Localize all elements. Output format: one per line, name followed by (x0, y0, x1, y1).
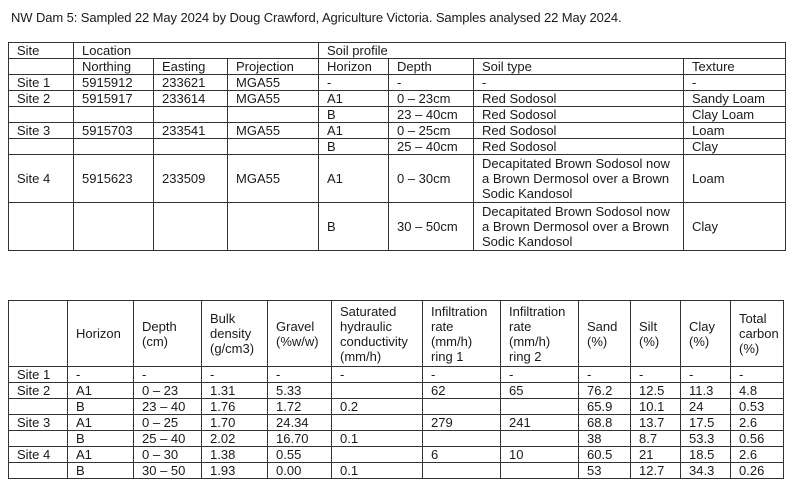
cell-horizon: A1 (319, 123, 389, 139)
cell-depth: 0 – 25 (134, 415, 202, 431)
cell-total-carbon: 2.6 (731, 447, 784, 463)
cell-sat-hydraulic-conductivity: 0.2 (332, 399, 423, 415)
site-table-row (9, 155, 786, 203)
header-site: Site (9, 43, 74, 59)
header-blank (9, 59, 74, 75)
cell-soil-type: Red Sodosol (474, 107, 684, 123)
analysis-table-row (9, 463, 784, 479)
header-infiltration-ring-2: Infiltration rate (mm/h) ring 2 (501, 301, 579, 367)
cell-site: Site 2 (9, 91, 74, 107)
cell-infiltration-ring-2 (501, 463, 579, 479)
cell-projection: MGA55 (228, 75, 319, 91)
cell-infiltration-ring-1: - (423, 367, 501, 383)
cell-infiltration-ring-2 (501, 431, 579, 447)
cell-gravel: 24.34 (268, 415, 332, 431)
cell-site: Site 4 (9, 155, 74, 203)
cell-bulk-density: 2.02 (202, 431, 268, 447)
header-depth: Depth (389, 59, 474, 75)
cell-silt: 13.7 (631, 415, 681, 431)
analysis-table-row (9, 399, 784, 415)
header-total-carbon: Total carbon (%) (731, 301, 784, 367)
cell-silt: 8.7 (631, 431, 681, 447)
cell-depth: 23 – 40 (134, 399, 202, 415)
cell-bulk-density: 1.38 (202, 447, 268, 463)
cell-depth: 0 – 25cm (389, 123, 474, 139)
cell-infiltration-ring-1 (423, 463, 501, 479)
cell-clay: 11.3 (681, 383, 731, 399)
cell-northing: 5915703 (74, 123, 154, 139)
group-header-row (9, 43, 786, 59)
cell-total-carbon: 0.53 (731, 399, 784, 415)
cell-total-carbon: 0.56 (731, 431, 784, 447)
cell-depth: 0 – 23 (134, 383, 202, 399)
cell-horizon: B (319, 203, 389, 251)
cell-easting: 233621 (154, 75, 228, 91)
cell-horizon: - (319, 75, 389, 91)
cell-clay: - (681, 367, 731, 383)
cell-horizon: B (68, 431, 134, 447)
cell-site: Site 4 (9, 447, 68, 463)
cell-soil-type: Red Sodosol (474, 139, 684, 155)
header-site (9, 301, 68, 367)
cell-sand: 68.8 (579, 415, 631, 431)
cell-infiltration-ring-1: 62 (423, 383, 501, 399)
cell-silt: 12.5 (631, 383, 681, 399)
cell-sat-hydraulic-conductivity (332, 383, 423, 399)
cell-total-carbon: - (731, 367, 784, 383)
cell-site (9, 399, 68, 415)
header-projection: Projection (228, 59, 319, 75)
cell-sand: 65.9 (579, 399, 631, 415)
analysis-table-row (9, 415, 784, 431)
cell-easting (154, 107, 228, 123)
cell-infiltration-ring-1 (423, 399, 501, 415)
cell-horizon: A1 (68, 415, 134, 431)
cell-horizon: A1 (319, 155, 389, 203)
cell-sand: 76.2 (579, 383, 631, 399)
cell-northing: 5915912 (74, 75, 154, 91)
cell-clay: 17.5 (681, 415, 731, 431)
cell-soil-type: Decapitated Brown Sodosol now a Brown Dermosol over a Brown Sodic Kandosol (474, 155, 684, 203)
cell-horizon: B (68, 399, 134, 415)
cell-site: Site 3 (9, 415, 68, 431)
cell-total-carbon: 4.8 (731, 383, 784, 399)
header-bulk-density: Bulk density (g/cm3) (202, 301, 268, 367)
cell-texture: Loam (684, 155, 786, 203)
cell-depth: 25 – 40cm (389, 139, 474, 155)
cell-texture: - (684, 75, 786, 91)
cell-gravel: 0.00 (268, 463, 332, 479)
cell-bulk-density: 1.31 (202, 383, 268, 399)
cell-projection: MGA55 (228, 91, 319, 107)
cell-sat-hydraulic-conductivity (332, 447, 423, 463)
cell-depth: 0 – 30cm (389, 155, 474, 203)
header-easting: Easting (154, 59, 228, 75)
cell-sand: 53 (579, 463, 631, 479)
cell-projection (228, 203, 319, 251)
cell-northing: 5915623 (74, 155, 154, 203)
cell-sand: 60.5 (579, 447, 631, 463)
page-caption: NW Dam 5: Sampled 22 May 2024 by Doug Crawford, Agriculture Victoria. Samples analysed 22 May 2024. (11, 10, 622, 25)
site-table-row (9, 123, 786, 139)
header-sand: Sand (%) (579, 301, 631, 367)
cell-northing (74, 107, 154, 123)
cell-bulk-density: 1.93 (202, 463, 268, 479)
header-northing: Northing (74, 59, 154, 75)
cell-bulk-density: 1.76 (202, 399, 268, 415)
cell-projection (228, 107, 319, 123)
cell-site: Site 1 (9, 75, 74, 91)
cell-bulk-density: 1.70 (202, 415, 268, 431)
sub-header-row (9, 59, 786, 75)
cell-depth: 30 – 50cm (389, 203, 474, 251)
cell-clay: 53.3 (681, 431, 731, 447)
site-table-row (9, 139, 786, 155)
cell-silt: 12.7 (631, 463, 681, 479)
header-soil-type: Soil type (474, 59, 684, 75)
cell-sat-hydraulic-conductivity: 0.1 (332, 463, 423, 479)
cell-infiltration-ring-1 (423, 431, 501, 447)
cell-easting: 233614 (154, 91, 228, 107)
cell-soil-type: - (474, 75, 684, 91)
cell-clay: 34.3 (681, 463, 731, 479)
cell-soil-type: Decapitated Brown Sodosol now a Brown Dermosol over a Brown Sodic Kandosol (474, 203, 684, 251)
cell-depth: 23 – 40cm (389, 107, 474, 123)
cell-silt: - (631, 367, 681, 383)
analysis-table-row (9, 367, 784, 383)
site-location-table (8, 42, 786, 251)
cell-horizon: A1 (319, 91, 389, 107)
header-infiltration-ring-1: Infiltration rate (mm/h) ring 1 (423, 301, 501, 367)
analysis-header-row (9, 301, 784, 367)
analysis-table-row (9, 383, 784, 399)
cell-silt: 10.1 (631, 399, 681, 415)
cell-sat-hydraulic-conductivity (332, 415, 423, 431)
cell-site (9, 463, 68, 479)
cell-texture: Clay (684, 203, 786, 251)
site-table-row (9, 91, 786, 107)
site-table-row (9, 107, 786, 123)
cell-horizon: A1 (68, 383, 134, 399)
cell-depth: 0 – 23cm (389, 91, 474, 107)
analysis-table-row (9, 447, 784, 463)
cell-texture: Loam (684, 123, 786, 139)
cell-infiltration-ring-2 (501, 399, 579, 415)
header-horizon: Horizon (68, 301, 134, 367)
cell-depth: 25 – 40 (134, 431, 202, 447)
cell-infiltration-ring-2: 65 (501, 383, 579, 399)
analysis-table-row (9, 431, 784, 447)
cell-horizon: - (68, 367, 134, 383)
cell-site (9, 107, 74, 123)
cell-site: Site 2 (9, 383, 68, 399)
cell-projection: MGA55 (228, 123, 319, 139)
cell-infiltration-ring-2: 241 (501, 415, 579, 431)
cell-clay: 24 (681, 399, 731, 415)
cell-horizon: B (319, 139, 389, 155)
cell-projection: MGA55 (228, 155, 319, 203)
cell-site (9, 431, 68, 447)
cell-easting (154, 203, 228, 251)
cell-depth: - (389, 75, 474, 91)
cell-clay: 18.5 (681, 447, 731, 463)
cell-site (9, 203, 74, 251)
site-table-row (9, 75, 786, 91)
cell-gravel: 0.55 (268, 447, 332, 463)
cell-infiltration-ring-2: - (501, 367, 579, 383)
cell-easting: 233509 (154, 155, 228, 203)
cell-infiltration-ring-1: 6 (423, 447, 501, 463)
header-horizon: Horizon (319, 59, 389, 75)
site-table-row (9, 203, 786, 251)
cell-total-carbon: 0.26 (731, 463, 784, 479)
cell-easting (154, 139, 228, 155)
header-depth: Depth (cm) (134, 301, 202, 367)
cell-soil-type: Red Sodosol (474, 91, 684, 107)
cell-depth: 30 – 50 (134, 463, 202, 479)
cell-horizon: B (68, 463, 134, 479)
cell-site: Site 1 (9, 367, 68, 383)
cell-infiltration-ring-2: 10 (501, 447, 579, 463)
header-sat-hydraulic-conductivity: Saturated hydraulic conductivity (mm/h) (332, 301, 423, 367)
cell-horizon: B (319, 107, 389, 123)
header-silt: Silt (%) (631, 301, 681, 367)
cell-northing (74, 203, 154, 251)
cell-silt: 21 (631, 447, 681, 463)
cell-sand: 38 (579, 431, 631, 447)
cell-texture: Sandy Loam (684, 91, 786, 107)
header-clay: Clay (%) (681, 301, 731, 367)
cell-infiltration-ring-1: 279 (423, 415, 501, 431)
cell-northing: 5915917 (74, 91, 154, 107)
cell-soil-type: Red Sodosol (474, 123, 684, 139)
cell-horizon: A1 (68, 447, 134, 463)
cell-gravel: - (268, 367, 332, 383)
cell-texture: Clay (684, 139, 786, 155)
cell-texture: Clay Loam (684, 107, 786, 123)
cell-gravel: 1.72 (268, 399, 332, 415)
cell-site: Site 3 (9, 123, 74, 139)
cell-sat-hydraulic-conductivity: - (332, 367, 423, 383)
header-soil-profile: Soil profile (319, 43, 786, 59)
cell-depth: - (134, 367, 202, 383)
soil-analysis-table (8, 300, 784, 479)
cell-northing (74, 139, 154, 155)
cell-site (9, 139, 74, 155)
cell-gravel: 5.33 (268, 383, 332, 399)
cell-gravel: 16.70 (268, 431, 332, 447)
cell-sand: - (579, 367, 631, 383)
cell-easting: 233541 (154, 123, 228, 139)
cell-projection (228, 139, 319, 155)
header-gravel: Gravel (%w/w) (268, 301, 332, 367)
header-location: Location (74, 43, 319, 59)
cell-depth: 0 – 30 (134, 447, 202, 463)
cell-sat-hydraulic-conductivity: 0.1 (332, 431, 423, 447)
cell-bulk-density: - (202, 367, 268, 383)
header-texture: Texture (684, 59, 786, 75)
cell-total-carbon: 2.6 (731, 415, 784, 431)
